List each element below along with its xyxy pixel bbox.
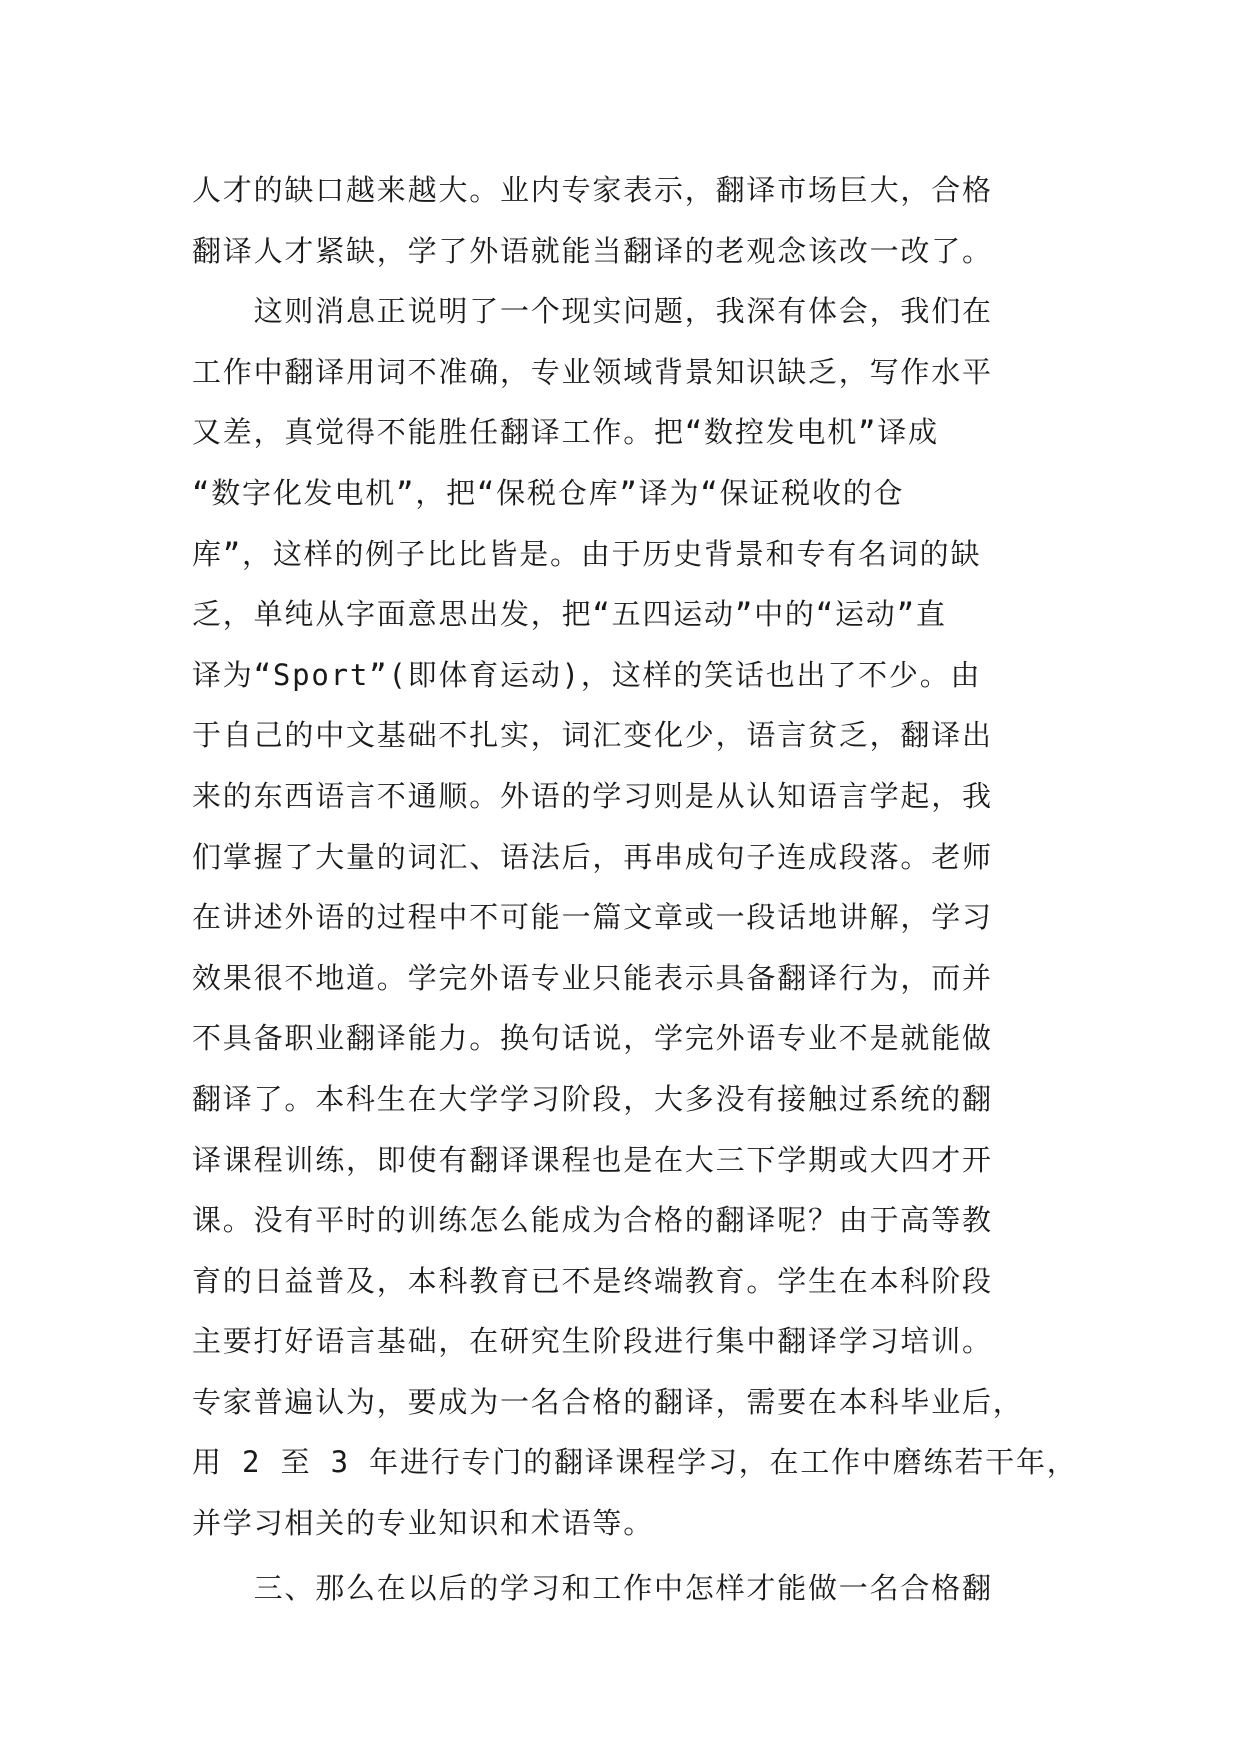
text-line: 并学习相关的专业知识和术语等。	[192, 1506, 655, 1541]
text-line: 人才的缺口越来越大。业内专家表示，翻译市场巨大，合格	[192, 173, 993, 207]
text-line: 专家普遍认为，要成为一名合格的翻译，需要在本科毕业后，	[192, 1384, 1024, 1419]
text-line: 在讲述外语的过程中不可能一篇文章或一段话地讲解，学习	[192, 900, 993, 935]
text-line: 来的东西语言不通顺。外语的学习则是从认知语言学起，我	[192, 778, 993, 813]
text-line: 主要打好语言基础，在研究生阶段进行集中翻译学习培训。	[192, 1324, 993, 1359]
text-line: “数字化发电机”，把“保税仓库”译为“保证税收的仓	[192, 475, 905, 510]
text-line: 翻译人才紧缺，学了外语就能当翻译的老观念该改一改了。	[192, 233, 993, 268]
text-line: 翻译了。本科生在大学学习阶段，大多没有接触过系统的翻	[192, 1081, 993, 1116]
text-line: 育的日益普及，本科教育已不是终端教育。学生在本科阶段	[192, 1263, 993, 1298]
text-line: 于自己的中文基础不扎实，词汇变化少，语言贫乏，翻译出	[192, 718, 993, 753]
text-line: 效果很不地道。学完外语专业只能表示具备翻译行为，而并	[192, 960, 993, 995]
text-line: 译课程训练，即使有翻译课程也是在大三下学期或大四才开	[192, 1142, 993, 1177]
section-heading-line: 三、那么在以后的学习和工作中怎样才能做一名合格翻	[192, 1570, 993, 1605]
text-line: 又差，真觉得不能胜任翻译工作。把“数控发电机”译成	[192, 415, 939, 450]
body-text	[192, 160, 1078, 1618]
text-line: 乏，单纯从字面意思出发，把“五四运动”中的“运动”直	[192, 597, 947, 632]
text-line: 课。没有平时的训练怎么能成为合格的翻译呢？由于高等教	[192, 1203, 993, 1238]
text-line: 工作中翻译用词不准确，专业领域背景知识缺乏，写作水平	[192, 354, 993, 389]
text-line: 用 2 至 3 年进行专门的翻译课程学习，在工作中磨练若干年，	[192, 1445, 1078, 1480]
text-line: 不具备职业翻译能力。换句话说，学完外语专业不是就能做	[192, 1021, 993, 1056]
text-line: 译为“Sport”(即体育运动)，这样的笑话也出了不少。由	[192, 657, 982, 692]
text-line: 这则消息正说明了一个现实问题，我深有体会，我们在	[192, 294, 993, 329]
text-line: 库”，这样的例子比比皆是。由于历史背景和专有名词的缺	[192, 536, 982, 571]
text-line: 们掌握了大量的词汇、语法后，再串成句子连成段落。老师	[192, 839, 993, 874]
